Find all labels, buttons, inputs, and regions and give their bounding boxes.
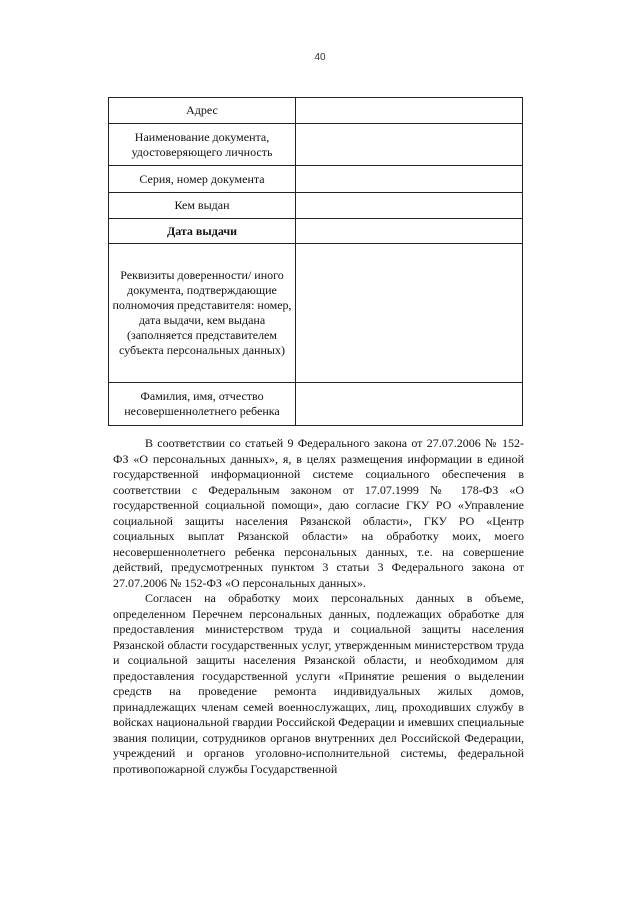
row-label-id-document: Наименование документа, удостоверяющего личность [109,124,296,166]
document-number-value-cell[interactable] [296,166,523,193]
consent-text [113,436,524,777]
address-value-cell[interactable] [296,98,523,124]
consent-paragraph-1: В соответствии со статьей 9 Федерального закона от 27.07.2006 № 152-ФЗ «О персональных данных», я, в целях размещения информации в единой государственной информационной системе социального обеспечения в соответствии с Федеральным законом от 17.07.1999 № 178-ФЗ «О государственной социальной помощи», даю согласие ГКУ РО «Управление социальной защиты населения Рязанской области», ГКУ РО «Центр социальных выплат Рязанской области» на обработку моих, моего несовершеннолетнего ребенка персональных данных, т.е. на совершение действий, предусмотренных пунктом 3 статьи 3 Федерального закона от 27.07.2006 № 152-ФЗ «О персональных данных». [113,436,524,590]
row-label-address: Адрес [109,98,296,124]
table-row-power-of-attorney [109,244,523,383]
id-document-value-cell[interactable] [296,124,523,166]
table-row-address [109,98,523,124]
table-row-id-document [109,124,523,166]
child-name-value-cell[interactable] [296,383,523,426]
personal-data-form-table [108,97,523,426]
row-label-issue-date: Дата выдачи [109,219,296,244]
table-row-issue-date [109,219,523,244]
row-label-child-name: Фамилия, имя, отчество несовершеннолетнего ребенка [109,383,296,426]
power-of-attorney-value-cell[interactable] [296,244,523,383]
table-row-document-number [109,166,523,193]
table-row-issued-by [109,193,523,219]
issued-by-value-cell[interactable] [296,193,523,219]
row-label-power-of-attorney: Реквизиты доверенности/ иного документа, подтверждающие полномочия представителя: номер, дата выдачи, кем выдана (заполняется представителем субъекта персональных данных) [109,244,296,383]
table-row-child-name [109,383,523,426]
consent-paragraph-2: Согласен на обработку моих персональных данных в объеме, определенном Перечнем персональных данных, подлежащих обработке для предоставления министерством труда и социальной защиты населения Рязанской области государственных услуг, утвержденным министерством труда и социальной защиты населения Рязанской области, и необходимом для предоставления государственной услуги «Принятие решения о выделении средств на проведение ремонта индивидуальных жилых домов, принадлежащих членам семей военнослужащих, лиц, проходивших службу в войсках национальной гвардии Российской Федерации и имевших специальные звания полиции, сотрудников органов внутренних дел Российской Федерации, учреждений и органов уголовно-исполнительной системы, федеральной противопожарной службы Государственной [113,591,524,776]
page-number: 40 [314,52,326,63]
row-label-issued-by: Кем выдан [109,193,296,219]
row-label-document-number: Серия, номер документа [109,166,296,193]
issue-date-value-cell[interactable] [296,219,523,244]
